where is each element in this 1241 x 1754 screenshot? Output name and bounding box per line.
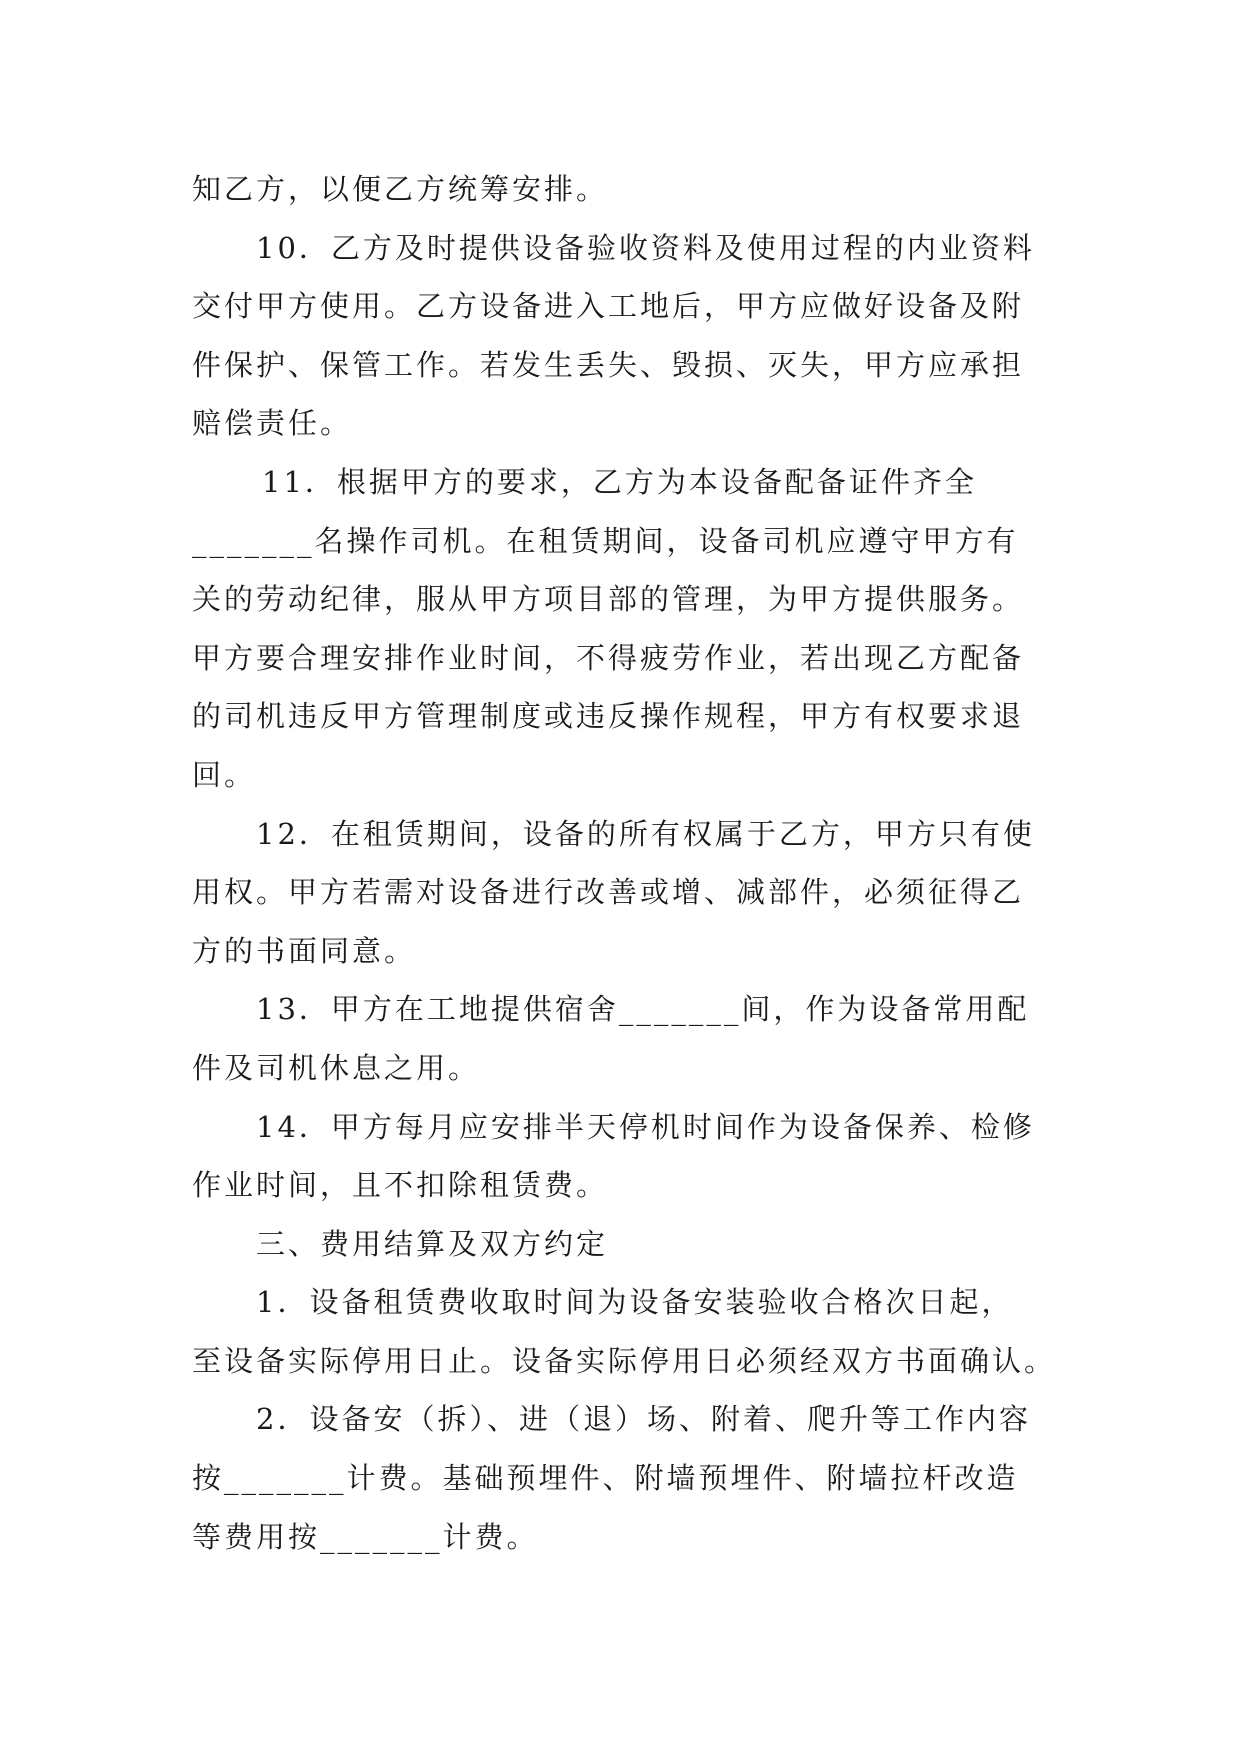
paragraph-line: 回。 (192, 757, 257, 792)
paragraph-line: 10．乙方及时提供设备验收资料及使用过程的内业资料 (256, 230, 1035, 265)
paragraph-line: 2．设备安（拆）、进（退）场、附着、爬升等工作内容 (256, 1402, 1031, 1437)
paragraph-line: 11．根据甲方的要求，乙方为本设备配备证件齐全 (262, 464, 977, 499)
paragraph-line: 交付甲方使用。乙方设备进入工地后，甲方应做好设备及附 (192, 289, 1025, 324)
paragraph-line: _______名操作司机。在租赁期间，设备司机应遵守甲方有 (192, 523, 1019, 558)
paragraph-line: 用权。甲方若需对设备进行改善或增、减部件，必须征得乙 (192, 875, 1025, 910)
paragraph-line: 14．甲方每月应安排半天停机时间作为设备保养、检修 (256, 1109, 1035, 1144)
paragraph-line: 件及司机休息之用。 (192, 1050, 481, 1085)
paragraph-line: 等费用按_______计费。 (192, 1519, 539, 1554)
document-body (192, 160, 1072, 1566)
paragraph-line: 的司机违反甲方管理制度或违反操作规程，甲方有权要求退 (192, 699, 1025, 734)
paragraph-line: 作业时间，且不扣除租赁费。 (192, 1168, 609, 1203)
paragraph-line: 知乙方，以便乙方统筹安排。 (192, 172, 609, 206)
paragraph-line: 13．甲方在工地提供宿舍_______间，作为设备常用配 (256, 992, 1030, 1027)
section-heading: 三、费用结算及双方约定 (256, 1226, 609, 1261)
paragraph-line: 关的劳动纪律，服从甲方项目部的管理，为甲方提供服务。 (192, 582, 1025, 617)
paragraph-line: 赔偿责任。 (192, 406, 353, 441)
paragraph-line: 按_______计费。基础预埋件、附墙预埋件、附墙拉杆改造 (192, 1461, 1019, 1496)
paragraph-line: 1．设备租赁费收取时间为设备安装验收合格次日起， (256, 1285, 1014, 1320)
paragraph-line: 方的书面同意。 (192, 933, 417, 968)
paragraph-line: 12．在租赁期间，设备的所有权属于乙方，甲方只有使 (256, 816, 1035, 851)
paragraph-line: 件保护、保管工作。若发生丢失、毁损、灭失，甲方应承担 (192, 347, 1025, 382)
paragraph-line: 甲方要合理安排作业时间，不得疲劳作业，若出现乙方配备 (192, 640, 1025, 675)
paragraph-line: 至设备实际停用日止。设备实际停用日必须经双方书面确认。 (192, 1343, 1057, 1378)
